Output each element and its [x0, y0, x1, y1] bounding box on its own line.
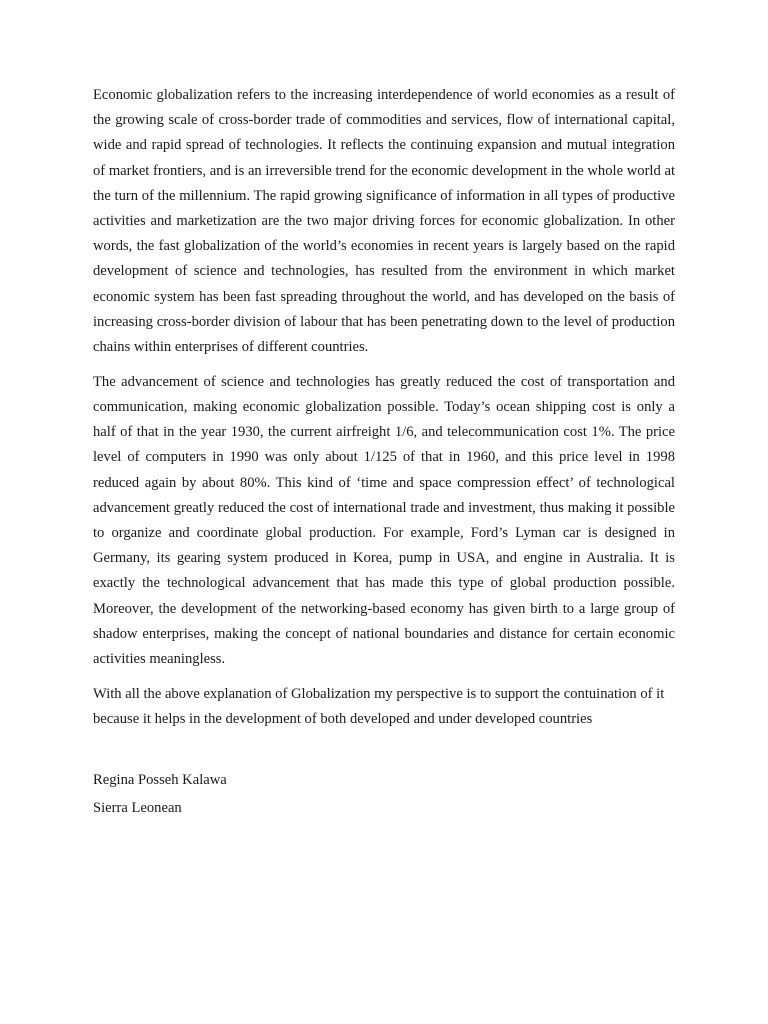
document-page — [93, 83, 675, 824]
paragraph-technology-advancement: The advancement of science and technologies has greatly reduced the cost of transportation and communication, making economic globalization possible. Today’s ocean shipping cost is only a half of that in the year 1930, the current airfreight 1/6, and telecommunication cost 1%. The price level of computers in 1990 was only about 1/125 of that in 1960, and this price level in 1998 reduced again by about 80%. This kind of ‘time and space compression effect’ of technological advancement greatly reduced the cost of international trade and investment, thus making it possible to organize and coordinate global production. For example, Ford’s Lyman car is designed in Germany, its gearing system produced in Korea, pump in USA, and engine in Australia. It is exactly the technological advancement that has made this type of global production possible. Moreover, the development of the networking-based economy has given birth to a large group of shadow enterprises, making the concept of national boundaries and distance for certain economic activities meaningless. — [93, 373, 675, 667]
paragraph-globalization-definition: Economic globalization refers to the increasing interdependence of world economies as a result of the growing scale of cross-border trade of commodities and services, flow of international capital, wide and rapid spread of technologies. It reflects the continuing expansion and mutual integration of market frontiers, and is an irreversible trend for the economic development in the whole world at the turn of the millennium. The rapid growing significance of information in all types of productive activities and marketization are the two major driving forces for economic globalization. In other words, the fast globalization of the world’s economies in recent years is largely based on the rapid development of science and technologies, has resulted from the environment in which market economic system has been fast spreading throughout the world, and has developed on the basis of increasing cross-border division of labour that has been penetrating down to the level of production chains within enterprises of different countries. — [93, 87, 675, 356]
paragraph-author-perspective: With all the above explanation of Globalization my perspective is to support the contuination of it because it helps in the development of both developed and under developed countries — [93, 685, 665, 727]
author-origin: Sierra Leonean — [93, 800, 182, 817]
signature-block — [93, 768, 675, 821]
author-name: Regina Posseh Kalawa — [93, 772, 227, 789]
